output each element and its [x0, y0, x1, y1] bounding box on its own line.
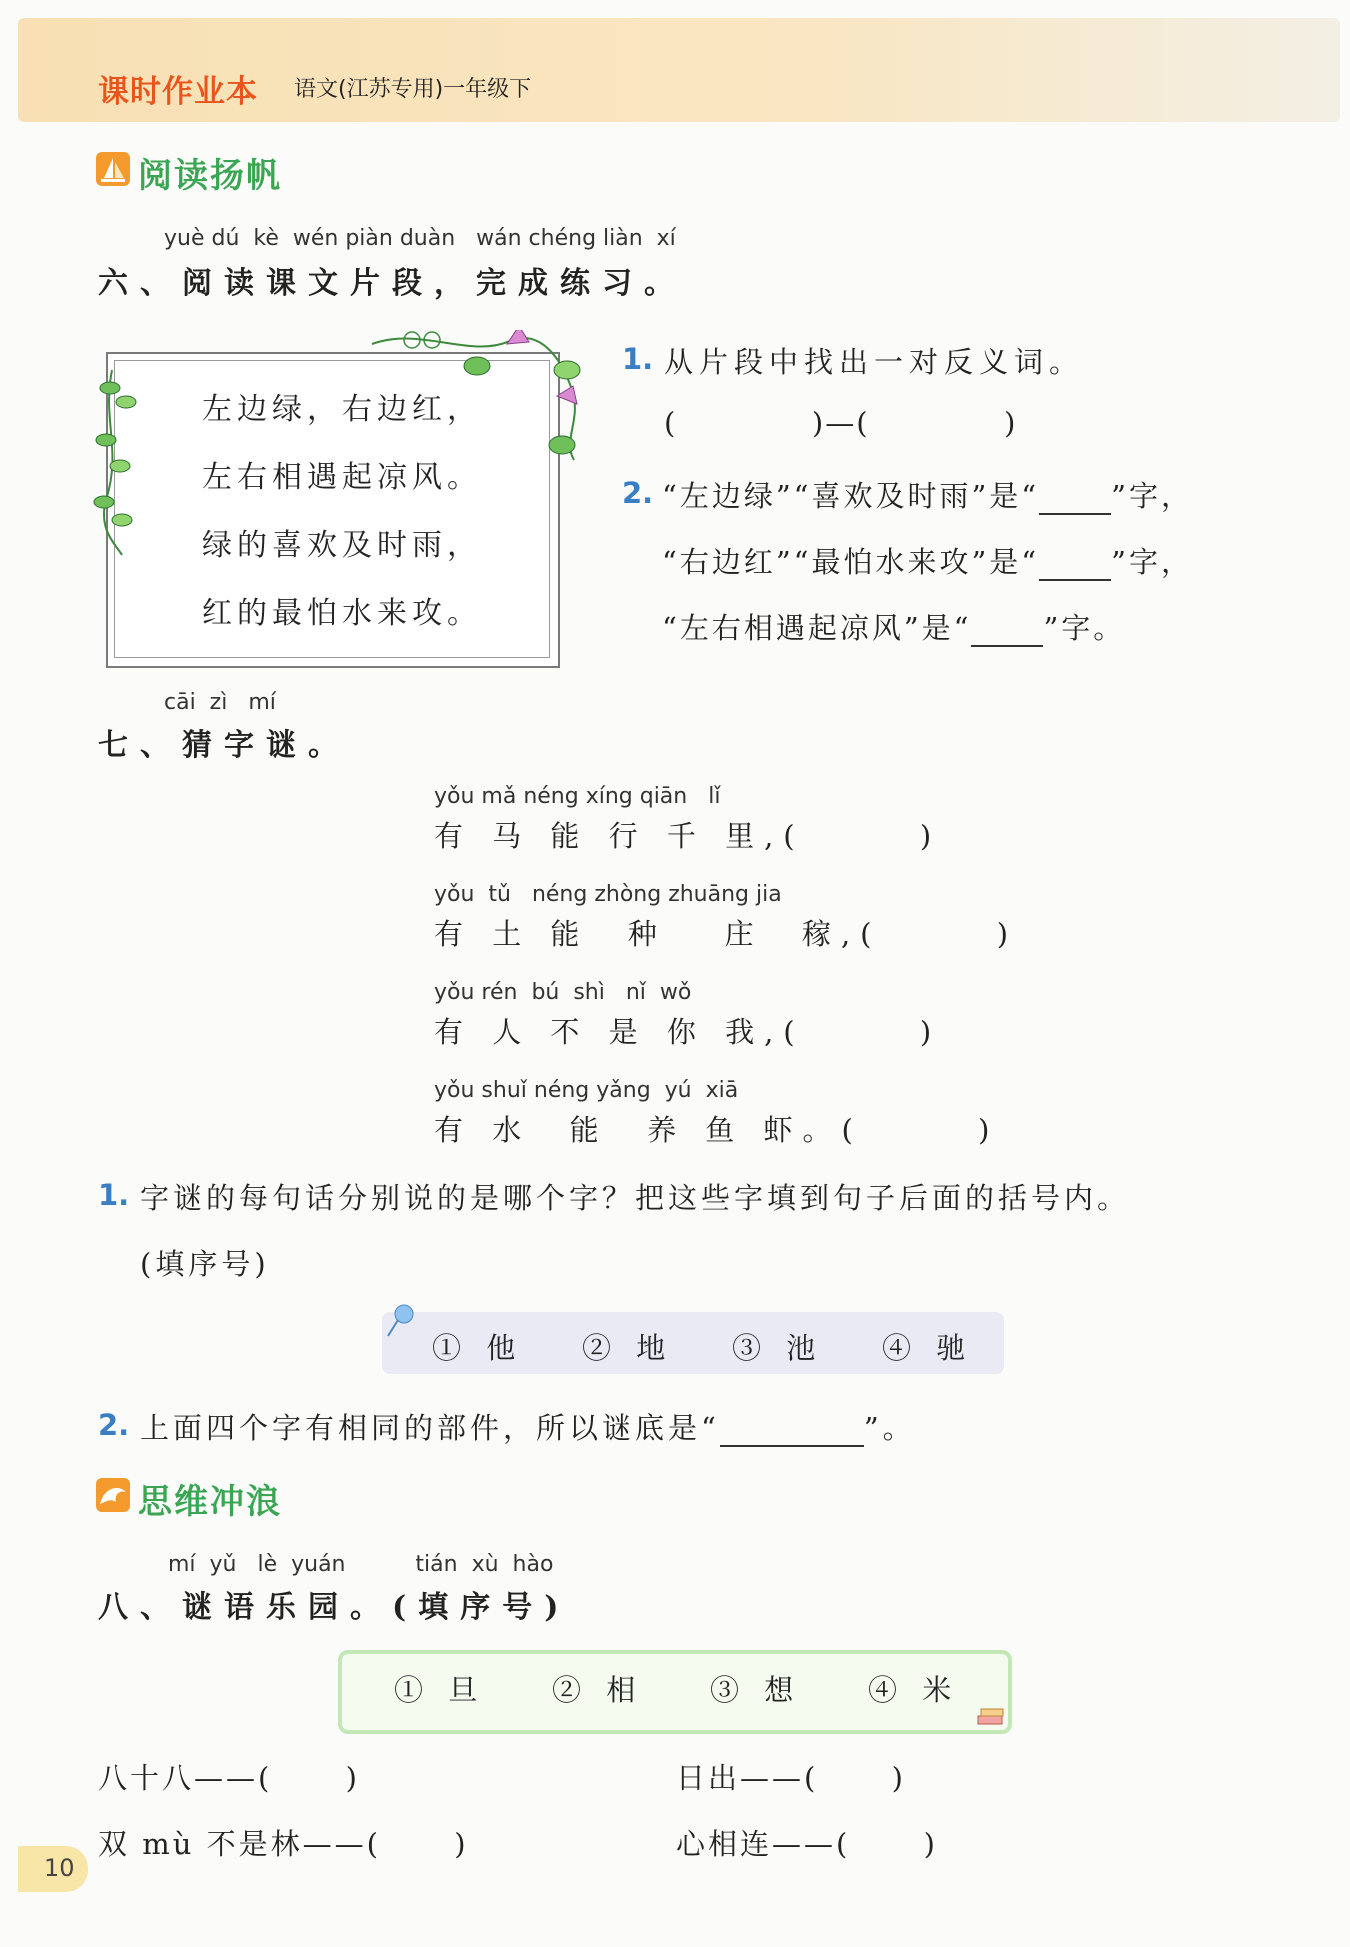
q6-sub2-line1: [662, 474, 1193, 515]
q8-option: ④ 米: [868, 1673, 960, 1707]
q6-sub2-line3-a: “左右相遇起凉风”是“: [662, 611, 972, 645]
q6-sub1-answer-blanks[interactable]: ( )—( ): [664, 406, 1018, 440]
q6-title: 六、阅读课文片段，完成练习。: [98, 266, 686, 301]
q6-sub2-number: 2.: [622, 476, 654, 510]
answer-blank[interactable]: [971, 619, 1043, 647]
poem-line: 左右相遇起凉风。: [202, 460, 482, 495]
q6-sub2-line3: [662, 606, 1125, 647]
riddle-pinyin: yǒu tǔ néng zhòng zhuāng jia: [434, 882, 782, 907]
wave-icon: [96, 1478, 130, 1512]
q6-sub2-line1-a: “左边绿”“喜欢及时雨”是“: [662, 479, 1040, 513]
riddle-line: 有 人 不 是 你 我,( ): [434, 1015, 942, 1049]
pushpin-icon: [384, 1302, 418, 1342]
page-number-tab: [18, 1846, 88, 1892]
q7-sub1-text: 字谜的每句话分别说的是哪个字？把这些字填到句子后面的括号内。: [140, 1181, 1131, 1215]
riddle-pinyin: yǒu mǎ néng xíng qiān lǐ: [434, 784, 721, 809]
q6-sub1-number: 1.: [622, 342, 654, 376]
sail-icon: [96, 152, 130, 186]
section-title-reading: 阅读扬帆: [138, 156, 282, 196]
q7-sub2-line: [140, 1406, 916, 1447]
answer-blank[interactable]: [1039, 553, 1111, 581]
riddle-pinyin: yǒu shuǐ néng yǎng yú xiā: [434, 1078, 739, 1103]
q7-title: 七、猜字谜。: [98, 728, 350, 763]
q6-sub1-text: 从片段中找出一对反义词。: [664, 345, 1085, 379]
q8-option: ③ 想: [710, 1673, 802, 1707]
q8-item: 双 mù 不是林——( ): [98, 1827, 469, 1861]
q7-pinyin: cāi zì mí: [164, 690, 276, 715]
answer-blank[interactable]: [720, 1419, 864, 1447]
book-brand: 课时作业本: [98, 74, 258, 110]
answer-blank[interactable]: [1039, 487, 1111, 515]
riddle-pinyin: yǒu rén bú shì nǐ wǒ: [434, 980, 692, 1005]
q7-option: ② 地: [582, 1331, 674, 1365]
q7-sub1-number: 1.: [98, 1178, 130, 1212]
q6-sub2-line1-b: ”字，: [1111, 479, 1193, 513]
q8-item: 心相连——( ): [676, 1827, 938, 1861]
q7-sub1-note: (填序号): [140, 1247, 270, 1281]
riddle-line: 有 水 能 养 鱼 虾。( ): [434, 1113, 1000, 1147]
q8-title: 八、谜语乐园。(填序号): [98, 1590, 571, 1625]
q7-sub2-text-a: 上面四个字有相同的部件，所以谜底是“: [140, 1411, 720, 1445]
q6-sub2-line2-a: “右边红”“最怕水来攻”是“: [662, 545, 1040, 579]
q6-sub2-line2: [662, 540, 1193, 581]
q6-sub2-line2-b: ”字，: [1111, 545, 1193, 579]
q7-sub2-number: 2.: [98, 1408, 130, 1442]
q8-option: ① 旦: [394, 1673, 486, 1707]
q6-sub2-line3-b: ”字。: [1043, 611, 1126, 645]
q7-option: ① 他: [432, 1331, 524, 1365]
poem-line: 绿的喜欢及时雨，: [202, 528, 482, 563]
q8-pinyin: mí yǔ lè yuán tián xù hào: [168, 1552, 554, 1577]
section-title-thinking: 思维冲浪: [138, 1482, 282, 1522]
q8-item: 八十八——( ): [98, 1761, 360, 1795]
riddle-line: 有 马 能 行 千 里,( ): [434, 819, 942, 853]
q8-item: 日出——( ): [676, 1761, 906, 1795]
book-subject: 语文(江苏专用)一年级下: [294, 77, 532, 102]
q8-option: ② 相: [552, 1673, 644, 1707]
page-number: 10: [44, 1854, 75, 1882]
riddle-line: 有 土 能 种 庄 稼,( ): [434, 917, 1019, 951]
books-icon: [974, 1700, 1008, 1730]
q7-sub2-text-b: ”。: [863, 1411, 916, 1445]
poem-line: 左边绿，右边红，: [202, 392, 482, 427]
poem-line: 红的最怕水来攻。: [202, 596, 482, 631]
q6-pinyin: yuè dú kè wén piàn duàn wán chéng liàn xí: [164, 226, 676, 251]
q7-option: ③ 池: [732, 1331, 824, 1365]
q7-option: ④ 驰: [882, 1331, 974, 1365]
